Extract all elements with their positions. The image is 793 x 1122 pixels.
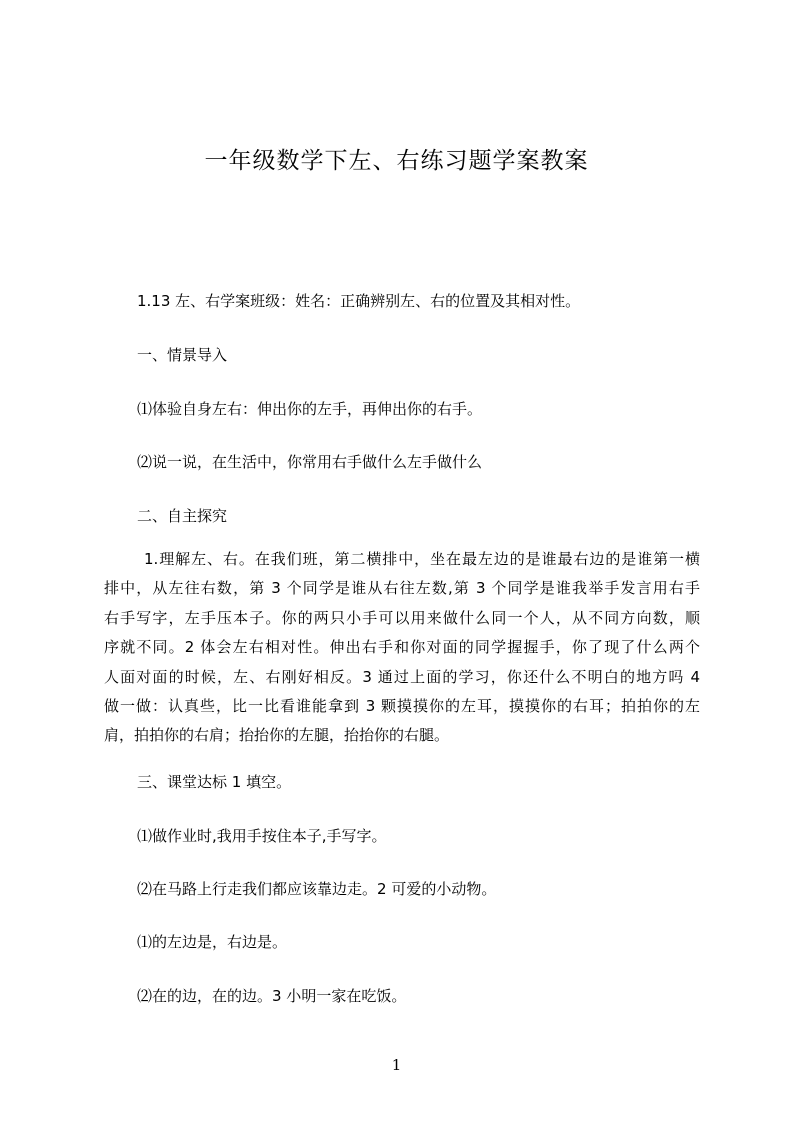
paragraph-line: 1.理解左、右。在我们班，第二横排中，坐在最左边的是谁最右边的是谁第一横	[144, 550, 700, 568]
section-3-item-3: ⑴的左边是，右边是。	[137, 933, 288, 951]
document-title: 一年级数学下左、右练习题学案教案	[204, 148, 589, 174]
section-3-heading: 三、课堂达标 1 填空。	[137, 773, 292, 791]
paragraph-line: 人面对面的时候，左、右刚好相反。3 通过上面的学习，你还什么不明白的地方吗 4	[104, 667, 700, 686]
paragraph-line: 序就不同。2 体会左右相对性。伸出右手和你对面的同学握握手，你了现了什么两个	[104, 638, 700, 657]
page-number: 1	[391, 1056, 402, 1074]
section-1-item-2: ⑵说一说，在生活中，你常用右手做什么左手做什么	[137, 453, 483, 471]
section-3-item-2: ⑵在马路上行走我们都应该靠边走。2 可爱的小动物。	[137, 880, 497, 898]
section-2-heading: 二、自主探究	[137, 507, 228, 525]
section-3-item-1: ⑴做作业时,我用手按住本子,手写字。	[137, 827, 387, 845]
paragraph-line: 右手写字，左手压本子。你的两只小手可以用来做什么同一个人，从不同方向数，顺	[104, 608, 700, 627]
section-1-heading: 一、情景导入	[137, 346, 228, 364]
section-1-item-1: ⑴体验自身左右：伸出你的左手，再伸出你的右手。	[137, 400, 483, 418]
paragraph-line: 做一做：认真些，比一比看谁能拿到 3 颗摸摸你的左耳，摸摸你的右耳；拍拍你的左	[104, 697, 700, 716]
intro-line: 1.13 左、右学案班级：姓名：正确辨别左、右的位置及其相对性。	[137, 292, 581, 310]
paragraph-line: 排中，从左往右数，第 3 个同学是谁从右往左数,第 3 个同学是谁我举手发言用右手	[104, 579, 700, 598]
paragraph-line: 肩，拍拍你的右肩；抬抬你的左腿，抬抬你的右腿。	[104, 726, 450, 745]
section-3-item-4: ⑵在的边，在的边。3 小明一家在吃饭。	[137, 987, 407, 1005]
section-2-paragraph	[104, 545, 700, 751]
